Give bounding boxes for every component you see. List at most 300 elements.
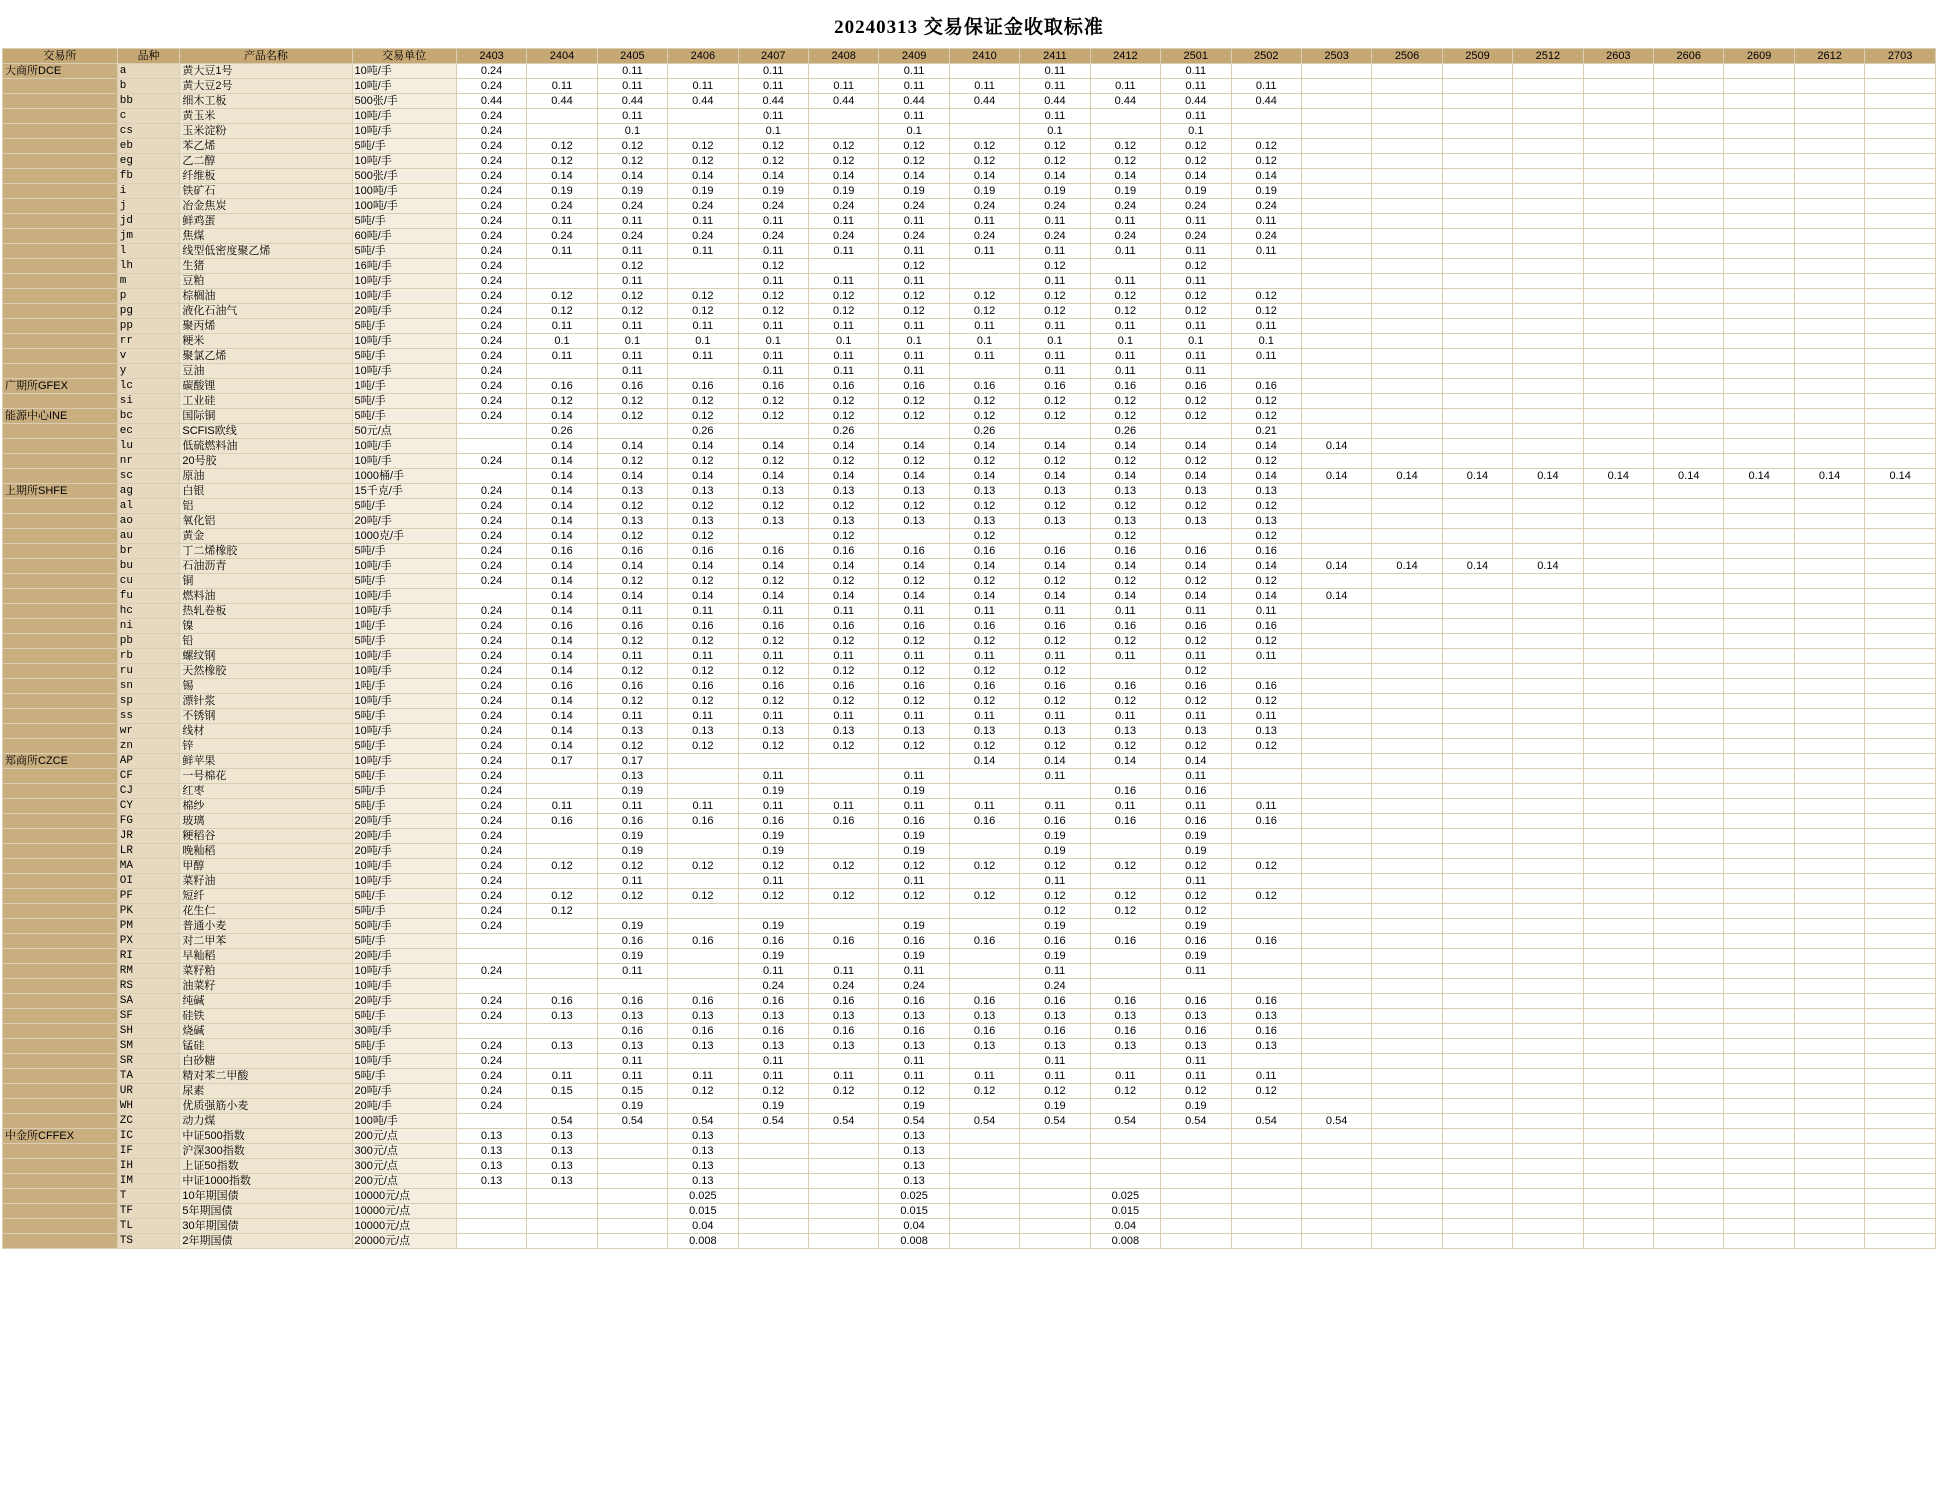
margin-value-cell (1724, 79, 1794, 94)
product-name-cell: 漂针浆 (180, 694, 352, 709)
margin-value-cell: 0.11 (738, 64, 808, 79)
margin-value-cell: 0.54 (949, 1114, 1019, 1129)
margin-value-cell: 0.16 (668, 619, 738, 634)
margin-value-cell (1654, 454, 1724, 469)
margin-value-cell: 0.16 (1090, 679, 1160, 694)
margin-value-cell (1865, 259, 1936, 274)
margin-value-cell: 0.11 (597, 364, 667, 379)
margin-value-cell (1583, 394, 1653, 409)
margin-value-cell: 0.13 (949, 1009, 1019, 1024)
margin-value-cell: 0.1 (1161, 124, 1231, 139)
column-header-2407: 2407 (738, 49, 808, 64)
margin-value-cell (597, 1129, 667, 1144)
margin-value-cell (808, 1159, 878, 1174)
margin-value-cell: 0.1 (1020, 334, 1090, 349)
margin-value-cell (949, 1129, 1019, 1144)
margin-value-cell: 0.12 (949, 739, 1019, 754)
exchange-cell (3, 559, 118, 574)
margin-value-cell: 0.1 (738, 334, 808, 349)
margin-value-cell: 0.12 (879, 1084, 949, 1099)
margin-value-cell: 0.12 (597, 574, 667, 589)
margin-value-cell: 0.11 (1161, 79, 1231, 94)
margin-value-cell (1724, 409, 1794, 424)
margin-value-cell: 0.11 (1020, 874, 1090, 889)
margin-value-cell: 0.1 (879, 124, 949, 139)
product-name-cell: 原油 (180, 469, 352, 484)
margin-value-cell: 0.14 (738, 169, 808, 184)
margin-value-cell (1442, 349, 1512, 364)
margin-value-cell: 0.16 (1020, 994, 1090, 1009)
table-row (3, 1234, 1936, 1249)
margin-value-cell: 0.24 (456, 1009, 526, 1024)
margin-value-cell (1513, 199, 1583, 214)
exchange-cell (3, 229, 118, 244)
margin-value-cell (1372, 274, 1442, 289)
margin-value-cell (1583, 154, 1653, 169)
margin-value-cell (949, 259, 1019, 274)
margin-value-cell (1583, 604, 1653, 619)
margin-value-cell: 0.16 (668, 994, 738, 1009)
table-row (3, 844, 1936, 859)
margin-value-cell (1583, 574, 1653, 589)
margin-value-cell: 0.11 (527, 214, 597, 229)
margin-value-cell (1372, 589, 1442, 604)
product-name-cell: 液化石油气 (180, 304, 352, 319)
margin-value-cell (1583, 799, 1653, 814)
margin-value-cell (1301, 334, 1371, 349)
margin-value-cell (1583, 529, 1653, 544)
margin-value-cell (1583, 439, 1653, 454)
margin-value-cell (1301, 544, 1371, 559)
margin-value-cell (1372, 154, 1442, 169)
margin-value-cell (1090, 1129, 1160, 1144)
margin-value-cell (1724, 1159, 1794, 1174)
margin-value-cell (1724, 544, 1794, 559)
margin-value-cell (879, 529, 949, 544)
margin-value-cell (1513, 154, 1583, 169)
margin-value-cell: 0.16 (597, 619, 667, 634)
margin-value-cell: 0.24 (456, 274, 526, 289)
trading-unit-cell: 10吨/手 (352, 454, 456, 469)
margin-value-cell (1865, 1159, 1936, 1174)
margin-value-cell (1794, 514, 1864, 529)
margin-value-cell: 0.14 (527, 559, 597, 574)
margin-value-cell (1513, 1129, 1583, 1144)
table-row (3, 319, 1936, 334)
margin-value-cell: 0.16 (879, 679, 949, 694)
margin-value-cell: 0.19 (879, 784, 949, 799)
margin-value-cell (1442, 934, 1512, 949)
margin-value-cell: 0.13 (597, 484, 667, 499)
exchange-cell: 大商所DCE (3, 64, 118, 79)
product-name-cell: 锌 (180, 739, 352, 754)
product-name-cell: 黄玉米 (180, 109, 352, 124)
margin-value-cell (1513, 394, 1583, 409)
margin-value-cell (1372, 994, 1442, 1009)
margin-value-cell (1724, 964, 1794, 979)
margin-value-cell (1442, 529, 1512, 544)
margin-value-cell: 0.11 (1020, 79, 1090, 94)
margin-value-cell: 0.24 (456, 964, 526, 979)
margin-value-cell: 0.11 (1090, 649, 1160, 664)
margin-value-cell: 0.12 (1090, 529, 1160, 544)
margin-value-cell: 0.44 (668, 94, 738, 109)
product-name-cell: 花生仁 (180, 904, 352, 919)
margin-value-cell (1513, 904, 1583, 919)
margin-value-cell: 0.12 (597, 409, 667, 424)
margin-value-cell: 0.24 (456, 544, 526, 559)
margin-value-cell (1794, 979, 1864, 994)
margin-value-cell: 0.12 (949, 664, 1019, 679)
margin-value-cell (1654, 199, 1724, 214)
margin-value-cell (738, 529, 808, 544)
margin-value-cell (1654, 1099, 1724, 1114)
margin-value-cell: 0.13 (597, 514, 667, 529)
margin-value-cell (1442, 229, 1512, 244)
margin-value-cell: 0.11 (879, 364, 949, 379)
margin-value-cell: 0.12 (738, 499, 808, 514)
margin-value-cell: 0.13 (949, 724, 1019, 739)
margin-value-cell: 0.44 (597, 94, 667, 109)
margin-value-cell (1442, 499, 1512, 514)
margin-value-cell (1654, 94, 1724, 109)
margin-value-cell (1865, 679, 1936, 694)
margin-value-cell: 0.26 (1090, 424, 1160, 439)
margin-value-cell: 0.16 (597, 994, 667, 1009)
margin-value-cell (1865, 784, 1936, 799)
margin-value-cell: 0.13 (808, 514, 878, 529)
exchange-cell (3, 514, 118, 529)
margin-value-cell (1724, 754, 1794, 769)
product-name-cell: 中证500指数 (180, 1129, 352, 1144)
margin-value-cell (1231, 964, 1301, 979)
margin-value-cell (1301, 664, 1371, 679)
product-code-cell: LR (117, 844, 180, 859)
margin-value-cell: 0.12 (879, 859, 949, 874)
margin-value-cell: 0.11 (527, 1069, 597, 1084)
margin-value-cell: 0.24 (456, 709, 526, 724)
margin-value-cell (1654, 964, 1724, 979)
margin-value-cell (1865, 1144, 1936, 1159)
margin-value-cell: 0.14 (527, 409, 597, 424)
margin-value-cell (1794, 109, 1864, 124)
trading-unit-cell: 10吨/手 (352, 154, 456, 169)
margin-value-cell: 0.11 (597, 349, 667, 364)
margin-value-cell (1372, 664, 1442, 679)
margin-value-cell (668, 979, 738, 994)
margin-value-cell: 0.13 (1161, 1009, 1231, 1024)
exchange-cell (3, 304, 118, 319)
margin-value-cell (1583, 1129, 1653, 1144)
margin-value-cell: 0.16 (668, 679, 738, 694)
margin-value-cell (1654, 1129, 1724, 1144)
margin-value-cell: 0.19 (879, 844, 949, 859)
margin-value-cell (1654, 244, 1724, 259)
margin-value-cell: 0.14 (1020, 439, 1090, 454)
margin-value-cell: 0.12 (949, 409, 1019, 424)
exchange-cell (3, 124, 118, 139)
margin-value-cell (1442, 154, 1512, 169)
margin-value-cell (1794, 154, 1864, 169)
margin-value-cell: 0.24 (456, 334, 526, 349)
margin-value-cell (1090, 844, 1160, 859)
margin-value-cell (1794, 184, 1864, 199)
margin-value-cell (808, 874, 878, 889)
margin-value-cell: 0.11 (1161, 874, 1231, 889)
margin-value-cell: 0.12 (1161, 739, 1231, 754)
margin-value-cell (1794, 574, 1864, 589)
margin-value-cell (1794, 634, 1864, 649)
trading-unit-cell: 10吨/手 (352, 754, 456, 769)
product-code-cell: SR (117, 1054, 180, 1069)
exchange-cell (3, 634, 118, 649)
margin-value-cell (1442, 244, 1512, 259)
margin-value-cell (1372, 79, 1442, 94)
margin-value-cell (949, 1054, 1019, 1069)
margin-value-cell (1020, 1219, 1090, 1234)
margin-value-cell (597, 1189, 667, 1204)
margin-value-cell: 0.12 (1020, 664, 1090, 679)
margin-value-cell (1513, 1204, 1583, 1219)
margin-value-cell (1301, 1039, 1371, 1054)
trading-unit-cell: 10吨/手 (352, 334, 456, 349)
margin-value-cell (1724, 64, 1794, 79)
margin-value-cell (597, 424, 667, 439)
margin-value-cell (1372, 184, 1442, 199)
table-row (3, 754, 1936, 769)
table-row (3, 349, 1936, 364)
trading-unit-cell: 5吨/手 (352, 349, 456, 364)
margin-value-cell: 0.11 (1231, 79, 1301, 94)
margin-value-cell: 0.13 (668, 1159, 738, 1174)
trading-unit-cell: 20吨/手 (352, 994, 456, 1009)
margin-value-cell (1724, 1039, 1794, 1054)
margin-value-cell: 0.12 (949, 889, 1019, 904)
margin-value-cell (1442, 799, 1512, 814)
table-row (3, 259, 1936, 274)
margin-value-cell (1442, 214, 1512, 229)
trading-unit-cell: 5吨/手 (352, 634, 456, 649)
margin-value-cell (1654, 589, 1724, 604)
margin-value-cell: 0.12 (879, 139, 949, 154)
margin-value-cell: 0.16 (949, 544, 1019, 559)
product-code-cell: hc (117, 604, 180, 619)
margin-value-cell (1724, 1084, 1794, 1099)
margin-value-cell: 0.11 (1020, 964, 1090, 979)
margin-value-cell (1372, 1099, 1442, 1114)
table-row (3, 559, 1936, 574)
margin-value-cell (1301, 319, 1371, 334)
margin-value-cell (1513, 319, 1583, 334)
margin-value-cell (949, 274, 1019, 289)
margin-value-cell (949, 124, 1019, 139)
trading-unit-cell: 10吨/手 (352, 664, 456, 679)
margin-value-cell: 0.14 (1513, 469, 1583, 484)
margin-value-cell (1794, 844, 1864, 859)
margin-value-cell: 0.54 (1090, 1114, 1160, 1129)
margin-value-cell: 0.14 (1372, 559, 1442, 574)
margin-value-cell (1794, 709, 1864, 724)
margin-value-cell (1865, 964, 1936, 979)
margin-value-cell (1301, 574, 1371, 589)
margin-value-cell: 0.16 (738, 814, 808, 829)
product-code-cell: PK (117, 904, 180, 919)
margin-value-cell: 0.11 (738, 799, 808, 814)
margin-value-cell: 0.14 (1161, 469, 1231, 484)
margin-value-cell (1724, 724, 1794, 739)
margin-value-cell (1865, 709, 1936, 724)
margin-value-cell (1724, 1219, 1794, 1234)
margin-value-cell: 0.12 (808, 454, 878, 469)
margin-value-cell (1301, 454, 1371, 469)
product-name-cell: 晚籼稻 (180, 844, 352, 859)
margin-value-cell: 0.54 (738, 1114, 808, 1129)
margin-value-cell: 0.16 (738, 679, 808, 694)
margin-value-cell: 0.24 (738, 199, 808, 214)
product-name-cell: 黄大豆1号 (180, 64, 352, 79)
margin-value-cell: 0.24 (1231, 199, 1301, 214)
margin-value-cell (949, 1159, 1019, 1174)
margin-value-cell: 0.24 (456, 739, 526, 754)
exchange-cell (3, 964, 118, 979)
margin-value-cell: 0.14 (738, 589, 808, 604)
margin-value-cell (527, 1219, 597, 1234)
margin-value-cell: 0.12 (879, 304, 949, 319)
margin-value-cell: 0.24 (456, 784, 526, 799)
margin-value-cell: 0.44 (1020, 94, 1090, 109)
margin-value-cell (1301, 1234, 1371, 1249)
product-name-cell: 油菜籽 (180, 979, 352, 994)
table-row (3, 394, 1936, 409)
margin-value-cell: 0.16 (527, 814, 597, 829)
table-row (3, 1009, 1936, 1024)
margin-value-cell: 0.12 (1090, 634, 1160, 649)
column-header-2405: 2405 (597, 49, 667, 64)
margin-value-cell (1583, 379, 1653, 394)
margin-value-cell: 0.14 (527, 514, 597, 529)
margin-value-cell (1301, 634, 1371, 649)
margin-value-cell: 0.16 (527, 994, 597, 1009)
table-row (3, 109, 1936, 124)
margin-value-cell: 0.19 (1020, 1099, 1090, 1114)
product-code-cell: rr (117, 334, 180, 349)
margin-value-cell (1724, 979, 1794, 994)
margin-value-cell (1724, 1144, 1794, 1159)
margin-value-cell (808, 829, 878, 844)
margin-value-cell: 0.12 (1090, 154, 1160, 169)
product-name-cell: 棕榈油 (180, 289, 352, 304)
margin-value-cell: 0.12 (879, 499, 949, 514)
margin-value-cell: 0.1 (597, 334, 667, 349)
margin-value-cell (1231, 64, 1301, 79)
margin-value-cell: 0.13 (527, 1159, 597, 1174)
margin-value-cell (1442, 1054, 1512, 1069)
product-code-cell: sc (117, 469, 180, 484)
margin-value-cell: 0.12 (668, 154, 738, 169)
margin-value-cell (1865, 1009, 1936, 1024)
margin-value-cell (527, 1204, 597, 1219)
margin-value-cell (1724, 169, 1794, 184)
exchange-cell (3, 499, 118, 514)
margin-value-cell: 0.16 (949, 679, 1019, 694)
margin-value-cell: 0.11 (808, 214, 878, 229)
product-name-cell: 短纤 (180, 889, 352, 904)
trading-unit-cell: 10000元/点 (352, 1204, 456, 1219)
product-name-cell: 硅铁 (180, 1009, 352, 1024)
product-name-cell: 低硫燃料油 (180, 439, 352, 454)
margin-value-cell (1301, 799, 1371, 814)
margin-value-cell (1865, 199, 1936, 214)
margin-value-cell (1583, 274, 1653, 289)
margin-value-cell: 0.1 (808, 334, 878, 349)
margin-value-cell (597, 1234, 667, 1249)
margin-value-cell: 0.12 (949, 529, 1019, 544)
margin-value-cell (1794, 244, 1864, 259)
margin-value-cell (668, 754, 738, 769)
margin-value-cell (1372, 904, 1442, 919)
product-name-cell: SCFIS欧线 (180, 424, 352, 439)
margin-value-cell (527, 919, 597, 934)
margin-value-cell (1865, 304, 1936, 319)
margin-value-cell: 0.13 (1020, 1009, 1090, 1024)
margin-value-cell: 0.12 (1020, 454, 1090, 469)
margin-value-cell (1724, 1069, 1794, 1084)
margin-value-cell: 0.12 (1090, 409, 1160, 424)
margin-value-cell (1090, 919, 1160, 934)
margin-value-cell (1583, 514, 1653, 529)
margin-value-cell (1442, 1084, 1512, 1099)
margin-value-cell (1513, 1114, 1583, 1129)
margin-value-cell (1583, 184, 1653, 199)
margin-value-cell: 0.14 (949, 469, 1019, 484)
margin-value-cell: 0.16 (879, 814, 949, 829)
margin-value-cell: 0.12 (949, 394, 1019, 409)
table-row (3, 694, 1936, 709)
trading-unit-cell: 10吨/手 (352, 604, 456, 619)
margin-value-cell (1794, 1114, 1864, 1129)
table-header-row (3, 49, 1936, 64)
margin-value-cell (1865, 349, 1936, 364)
table-row (3, 1204, 1936, 1219)
margin-value-cell: 0.14 (949, 439, 1019, 454)
margin-value-cell (1583, 1084, 1653, 1099)
margin-value-cell (1231, 124, 1301, 139)
margin-value-cell (1231, 1054, 1301, 1069)
margin-value-cell: 0.24 (456, 139, 526, 154)
margin-value-cell: 0.14 (597, 469, 667, 484)
margin-value-cell: 0.54 (597, 1114, 667, 1129)
margin-value-cell (1442, 604, 1512, 619)
margin-value-cell: 0.12 (808, 1084, 878, 1099)
margin-value-cell (1442, 739, 1512, 754)
margin-value-cell (1442, 619, 1512, 634)
margin-value-cell: 0.16 (808, 619, 878, 634)
margin-value-cell: 0.11 (1161, 349, 1231, 364)
margin-value-cell (1513, 739, 1583, 754)
margin-value-cell (1513, 79, 1583, 94)
exchange-cell (3, 649, 118, 664)
margin-value-cell: 0.008 (1090, 1234, 1160, 1249)
margin-value-cell (1301, 244, 1371, 259)
table-row (3, 964, 1936, 979)
margin-value-cell: 0.16 (1020, 619, 1090, 634)
margin-value-cell (1301, 694, 1371, 709)
margin-value-cell (808, 1129, 878, 1144)
margin-value-cell (1020, 1159, 1090, 1174)
margin-value-cell: 0.16 (879, 934, 949, 949)
margin-value-cell (949, 1174, 1019, 1189)
exchange-cell (3, 334, 118, 349)
